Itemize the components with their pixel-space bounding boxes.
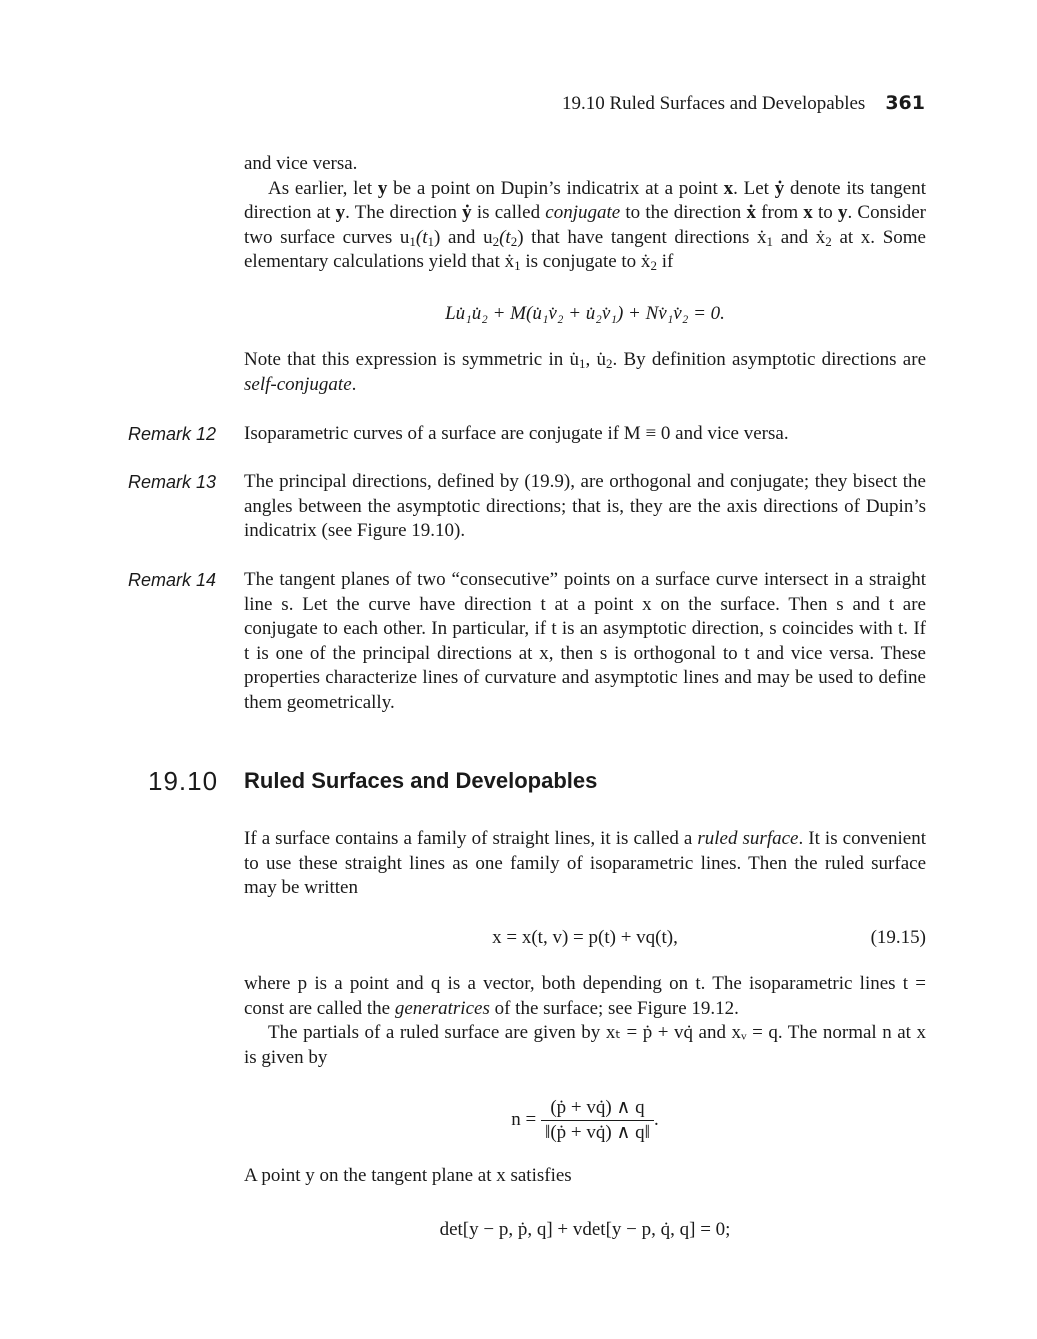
remark-13-label: Remark 13 bbox=[128, 472, 217, 492]
remark-14-label: Remark 14 bbox=[128, 570, 217, 590]
page-number: 361 bbox=[885, 92, 925, 114]
normal-fraction bbox=[541, 1096, 654, 1145]
equation-number: (19.15) bbox=[870, 927, 926, 948]
equation-19-15: x = x(t, v) = p(t) + vq(t), (19.15) bbox=[492, 927, 926, 948]
equation-det: det[y − p, ṗ, q] + vdet[y − p, q̇, q] = 0; bbox=[439, 1219, 731, 1240]
intro-paragraph-0: and vice versa. bbox=[244, 153, 358, 174]
running-title: 19.10 Ruled Surfaces and Developables bbox=[561, 93, 866, 114]
section-paragraph-2: where p is a point and q is a vector, both depending on t. The isoparametric lines t = const are called the generatrices of the surface; see Figure 19.12. The partials of a ruled surface are given by xₜ = ṗ + vq̇ and xᵥ = q. The normal n at x is given by bbox=[244, 972, 926, 1070]
section-heading bbox=[148, 766, 928, 797]
section-title: Ruled Surfaces and Developables bbox=[244, 768, 598, 793]
equation-conjugate: Lu̇₁u̇₂ + M(u̇₁v̇₂ + u̇₂v̇₁) + Nv̇₁v̇₂ = 0. bbox=[445, 303, 725, 324]
remark-13-text: The principal directions, defined by (19.9), are orthogonal and conjugate; they bisect the angles between the asymptotic directions; that is, they are the axis directions of Dupin’s indicatrix (see Figure 19.10). bbox=[244, 471, 926, 542]
remark-12-text: Isoparametric curves of a surface are conjugate if M ≡ 0 and vice versa. bbox=[244, 423, 789, 444]
fraction-denominator: ‖(ṗ + vq̇) ∧ q‖ bbox=[545, 1122, 650, 1143]
section-paragraph-3: The partials of a ruled surface are given by xₜ = ṗ + vq̇ and xᵥ = q. The normal n at x is given by bbox=[244, 1022, 926, 1068]
running-head bbox=[300, 92, 925, 115]
section-paragraph-4: A point y on the tangent plane at x satisfies bbox=[244, 1165, 572, 1186]
intro-paragraph-2: Note that this expression is symmetric in $u̇_1$, $u̇_2$. By definition asymptotic directions are self-conjugate. bbox=[244, 349, 927, 395]
intro-paragraph-1: As earlier, let y be a point on Dupin’s indicatrix at a point x. Let ẏ denote its tangent direction at y. The direction ẏ is called conjugate to the direction ẋ from x to y. Consider two surface curves $u_1(t_1)$ and $u_2(t_2)$ that have tangent directions ẋ$_1$ and ẋ$_2$ at x. Some elementary calculations yield that ẋ$_1$ is conjugate to ẋ$_2$ if bbox=[244, 177, 927, 274]
remark-14-text: The tangent planes of two “consecutive” points on a surface curve intersect in a straight line s. Let the curve have direction t at a point x on the surface. Then s and t are conjugate to each other. In particular, if t is an asymptotic direction, s coincides with t. If t is one of the principal directions at x, then s is orthogonal to t and vice versa. These properties characterize lines of curvature and asymptotic lines and may be used to define them geometrically. bbox=[244, 569, 926, 713]
section-number: 19.10 bbox=[148, 766, 219, 796]
intro-paragraphs bbox=[244, 152, 926, 275]
remark-12-label: Remark 12 bbox=[128, 424, 217, 444]
fraction-numerator: (ṗ + vq̇) ∧ q bbox=[541, 1096, 654, 1121]
section-paragraph-1: If a surface contains a family of straight lines, it is called a ruled surface. It is convenient to use these straight lines as one family of isoparametric lines. Then the ruled surface may be written bbox=[244, 828, 926, 899]
equation-normal: n = $\frac{\text{(ṗ + vq̇) ∧ q}}{\text{‖(ṗ + vq̇) ∧ q‖}}$ . bbox=[511, 1097, 659, 1143]
